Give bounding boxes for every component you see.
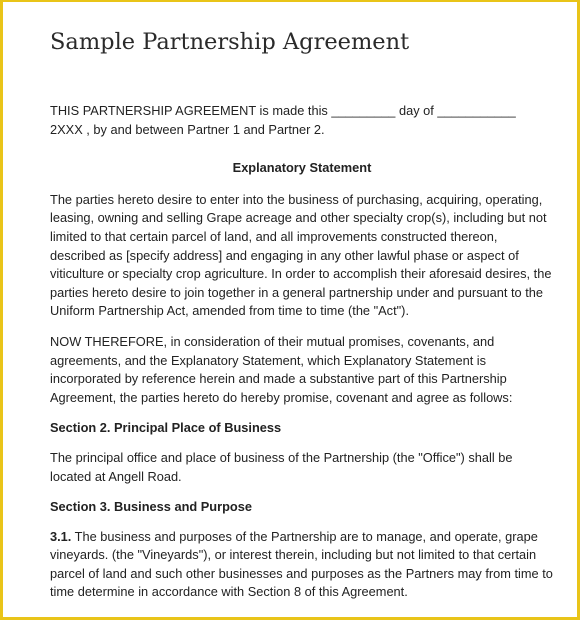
document-title: Sample Partnership Agreement xyxy=(50,29,410,55)
intro-paragraph xyxy=(50,102,554,139)
section-3-1-number: 3.1. xyxy=(50,528,72,544)
section-3-heading: Section 3. Business and Purpose xyxy=(50,499,252,515)
section-2-paragraph: The principal office and place of business of the Partnership (the "Office") shall be located at Angell Road. xyxy=(50,449,513,484)
document-page xyxy=(3,2,577,617)
intro-line-2: 2XXX , by and between Partner 1 and Partner 2. xyxy=(50,121,325,137)
section-2-heading: Section 2. Principal Place of Business xyxy=(50,420,282,436)
explanatory-heading: Explanatory Statement xyxy=(232,160,372,176)
section-3-1-text: The business and purposes of the Partnership are to manage, and operate, grape vineyards. (the "Vineyards"), or interest therein, including but not limited to that certain parcel of land and such other businesses and purposes as the Partners may from time to time determine in accordance with Section 8 of this Agreement. xyxy=(50,528,553,600)
intro-line-1: THIS PARTNERSHIP AGREEMENT is made this _________ day of ___________ xyxy=(50,103,516,118)
explanatory-paragraph: The parties hereto desire to enter into the business of purchasing, acquiring, operating, leasing, owning and selling Grape acreage and other specialty crop(s), including but not limited to that certain parcel of land, and all improvements constructed thereon, described as [specify address] and engaging in any other lawful phase or aspect of viticulture or specialty crop agriculture. In order to accomplish their aforesaid desires, the parties hereto desire to join together in a general partnership under and pursuant to the Uniform Partnership Act, amended from time to time (the "Act"). xyxy=(50,191,552,319)
document-body xyxy=(50,102,554,614)
section-3-1-paragraph xyxy=(50,528,554,602)
now-therefore-paragraph: NOW THEREFORE, in consideration of their mutual promises, covenants, and agreements, and the Explanatory Statement, which Explanatory Statement is incorporated by reference herein and made a substantive part of this Partnership Agreement, the parties hereto do hereby promise, covenant and agree as follows: xyxy=(50,333,513,405)
